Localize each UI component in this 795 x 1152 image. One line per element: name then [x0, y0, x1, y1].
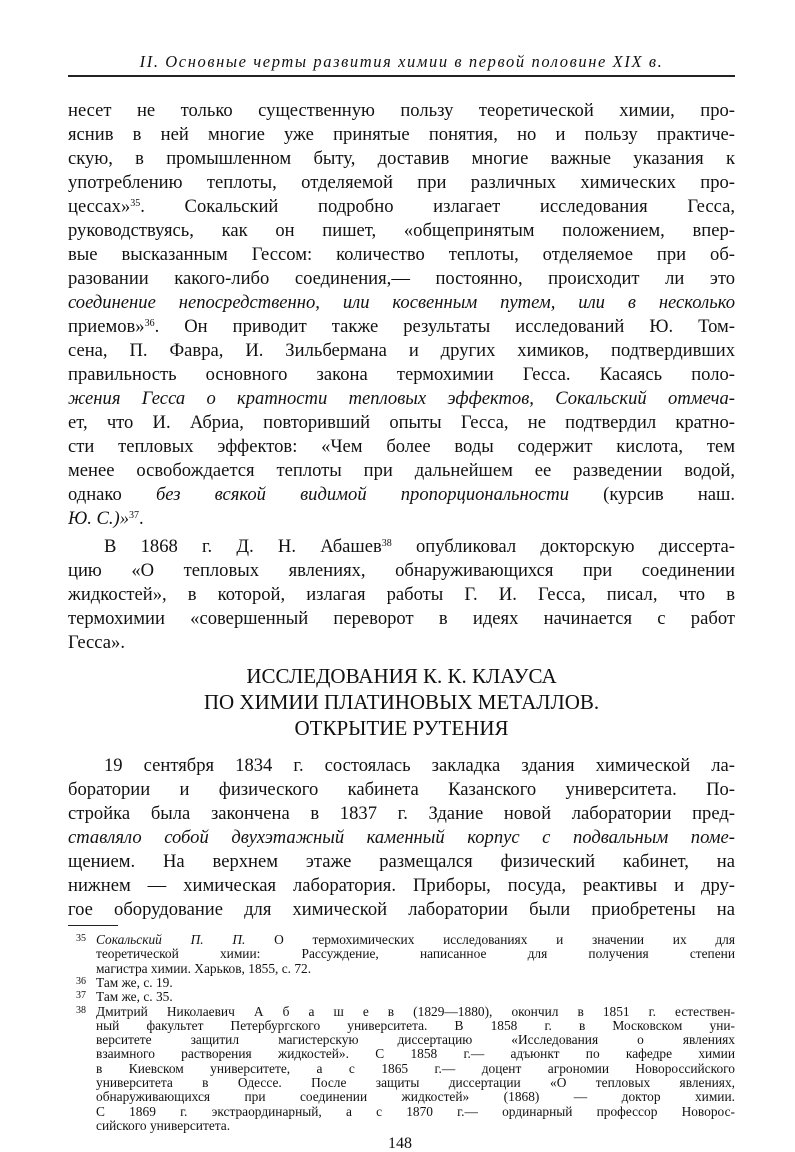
running-head: II. Основные черты развития химии в первой половине XIX в. — [139, 52, 664, 71]
footnote-line: теоретической химии: Рассуждение, написанное для получения степени — [96, 946, 735, 962]
footnote-line: Дмитрий Николаевич А б а ш е в (1829—1880), окончил в 1851 г. естествен- — [96, 1003, 735, 1019]
footnote-line: обнаруживающихся при соединении жидкостей» (1868) — доктор химии. — [96, 1089, 735, 1105]
body-line: несет не только существенную пользу теоретической химии, про- — [68, 100, 735, 121]
body-line: руководствуясь, как он пишет, «общепринятым положением, впер- — [68, 220, 735, 241]
footnote-ref: 35 — [130, 198, 141, 209]
footnote-rule — [68, 925, 118, 926]
section-line: стройка была закончена в 1837 г. Здание новой лаборатории пред- — [68, 803, 735, 824]
body-text: . — [139, 508, 144, 529]
footnote-author: Сокальский П. П. — [96, 932, 246, 947]
footnote-ref: 37 — [129, 510, 140, 521]
footnote-text: О термохимических исследованиях и значении их для — [245, 932, 735, 947]
section-line: щением. На верхнем этаже размещался физический кабинет, на — [68, 851, 735, 872]
body-line — [68, 196, 735, 218]
body-line: цию «О тепловых явлениях, обнаруживающихся при соединении — [68, 560, 735, 581]
footnote-ref: 38 — [381, 538, 392, 549]
body-line: сена, П. Фавра, И. Зильбермана и других химиков, подтвердивших — [68, 340, 735, 361]
body-line — [68, 316, 735, 338]
footnote-line: верситете защитил магистерскую диссертацию «Исследования о явлениях — [96, 1032, 735, 1048]
body-text: . Он приводит также результаты исследований Ю. Том- — [154, 316, 735, 337]
section-line: гое оборудование для химической лаборатории были приобретены на — [68, 899, 735, 920]
body-line-italic: соединение непосредственно, или косвенным путем, или в несколько — [68, 292, 735, 313]
header-rule — [68, 75, 735, 77]
footnote-line: взаимного растворения жидкостей». С 1858 г.— адъюнкт по кафедре химии — [96, 1046, 735, 1062]
section-line: нижнем — химическая лаборатория. Приборы, посуда, реактивы и дру- — [68, 875, 735, 896]
body-text: . Сокальский подробно излагает исследования Гесса, — [140, 196, 735, 217]
section-line-italic: ставляло собой двухэтажный каменный корпус с подвальным поме- — [68, 827, 735, 848]
footnote-number: 37 — [76, 990, 86, 1002]
body-line: жидкостей», в которой, излагая работы Г. И. Гесса, писал, что в — [68, 584, 735, 605]
body-line: разовании какого-либо соединения,— постоянно, происходит ли это — [68, 268, 735, 289]
footnote-number: 38 — [76, 1004, 86, 1016]
footnote-line: С 1869 г. экстраординарный, а с 1870 г.— ординарный профессор Новорос- — [96, 1103, 735, 1119]
italic-emphasis: без всякой видимой пропорциональности — [155, 484, 570, 505]
page-number: 148 — [388, 1136, 412, 1152]
section-line: боратории и физического кабинета Казанского университета. По- — [68, 779, 735, 800]
body-text: приемов» — [68, 316, 145, 337]
body-line: употреблению теплоты, отделяемой при различных химических про- — [68, 172, 735, 193]
body-line: правильность основного закона термохимии Гесса. Касаясь поло- — [68, 364, 735, 385]
body-text: В 1868 г. Д. Н. Абашев — [104, 536, 382, 557]
footnote-line: ный факультет Петербургского университета. В 1858 г. в Московском уни- — [96, 1017, 735, 1033]
section-heading: ОТКРЫТИЕ РУТЕНИЯ — [294, 716, 509, 740]
body-line — [104, 536, 735, 558]
footnote-line: Там же, с. 19. — [96, 974, 173, 990]
section-heading: ПО ХИМИИ ПЛАТИНОВЫХ МЕТАЛЛОВ. — [203, 690, 600, 714]
body-text: опубликовал докторскую диссерта- — [391, 536, 735, 557]
section-line: 19 сентября 1834 г. состоялась закладка здания химической ла- — [104, 755, 735, 776]
footnote-line: университета в Одессе. После защиты диссертации «О тепловых явлениях, — [96, 1075, 735, 1091]
body-text: цессах» — [68, 196, 131, 217]
footnote-number: 35 — [76, 933, 86, 944]
body-line — [68, 484, 735, 506]
footnote-line: Там же, с. 35. — [96, 989, 173, 1005]
body-line: вые высказанным Гессом: количество теплоты, отделяемое при об- — [68, 244, 735, 265]
body-line-italic: жения Гесса о кратности тепловых эффектов, Сокальский отмеча- — [68, 388, 735, 409]
body-line: менее освобождается теплоты при дальнейшем ее разведении водой, — [68, 460, 735, 481]
body-line: яснив в ней многие уже принятые понятия, но и пользу практиче- — [68, 124, 735, 145]
footnote-line: магистра химии. Харьков, 1855, с. 72. — [96, 960, 312, 976]
body-line — [68, 508, 735, 530]
footnote-line: сийского университета. — [96, 1118, 231, 1133]
body-text: однако — [68, 484, 156, 505]
body-line: сти тепловых эффектов: «Чем более воды содержит кислота, тем — [68, 436, 735, 457]
italic-emphasis: Ю. С.)» — [68, 508, 130, 529]
footnote-line: в Киевском университете, а с 1865 г.— доцент агрономии Новороссийского — [96, 1060, 735, 1076]
section-heading: ИССЛЕДОВАНИЯ К. К. КЛАУСА — [246, 664, 557, 688]
footnote-number: 36 — [76, 975, 86, 987]
footnote-ref: 36 — [144, 318, 155, 329]
body-text: (курсив наш. — [569, 484, 735, 505]
body-line: скую, в промышленном быту, доставив многие важные указания к — [68, 148, 735, 169]
body-line: ет, что И. Абриа, повторивший опыты Гесса, не подтвердил кратно- — [68, 412, 735, 433]
body-line: термохимии «совершенный переворот в идеях начинается с работ — [68, 608, 735, 629]
body-line: Гесса». — [68, 632, 125, 653]
